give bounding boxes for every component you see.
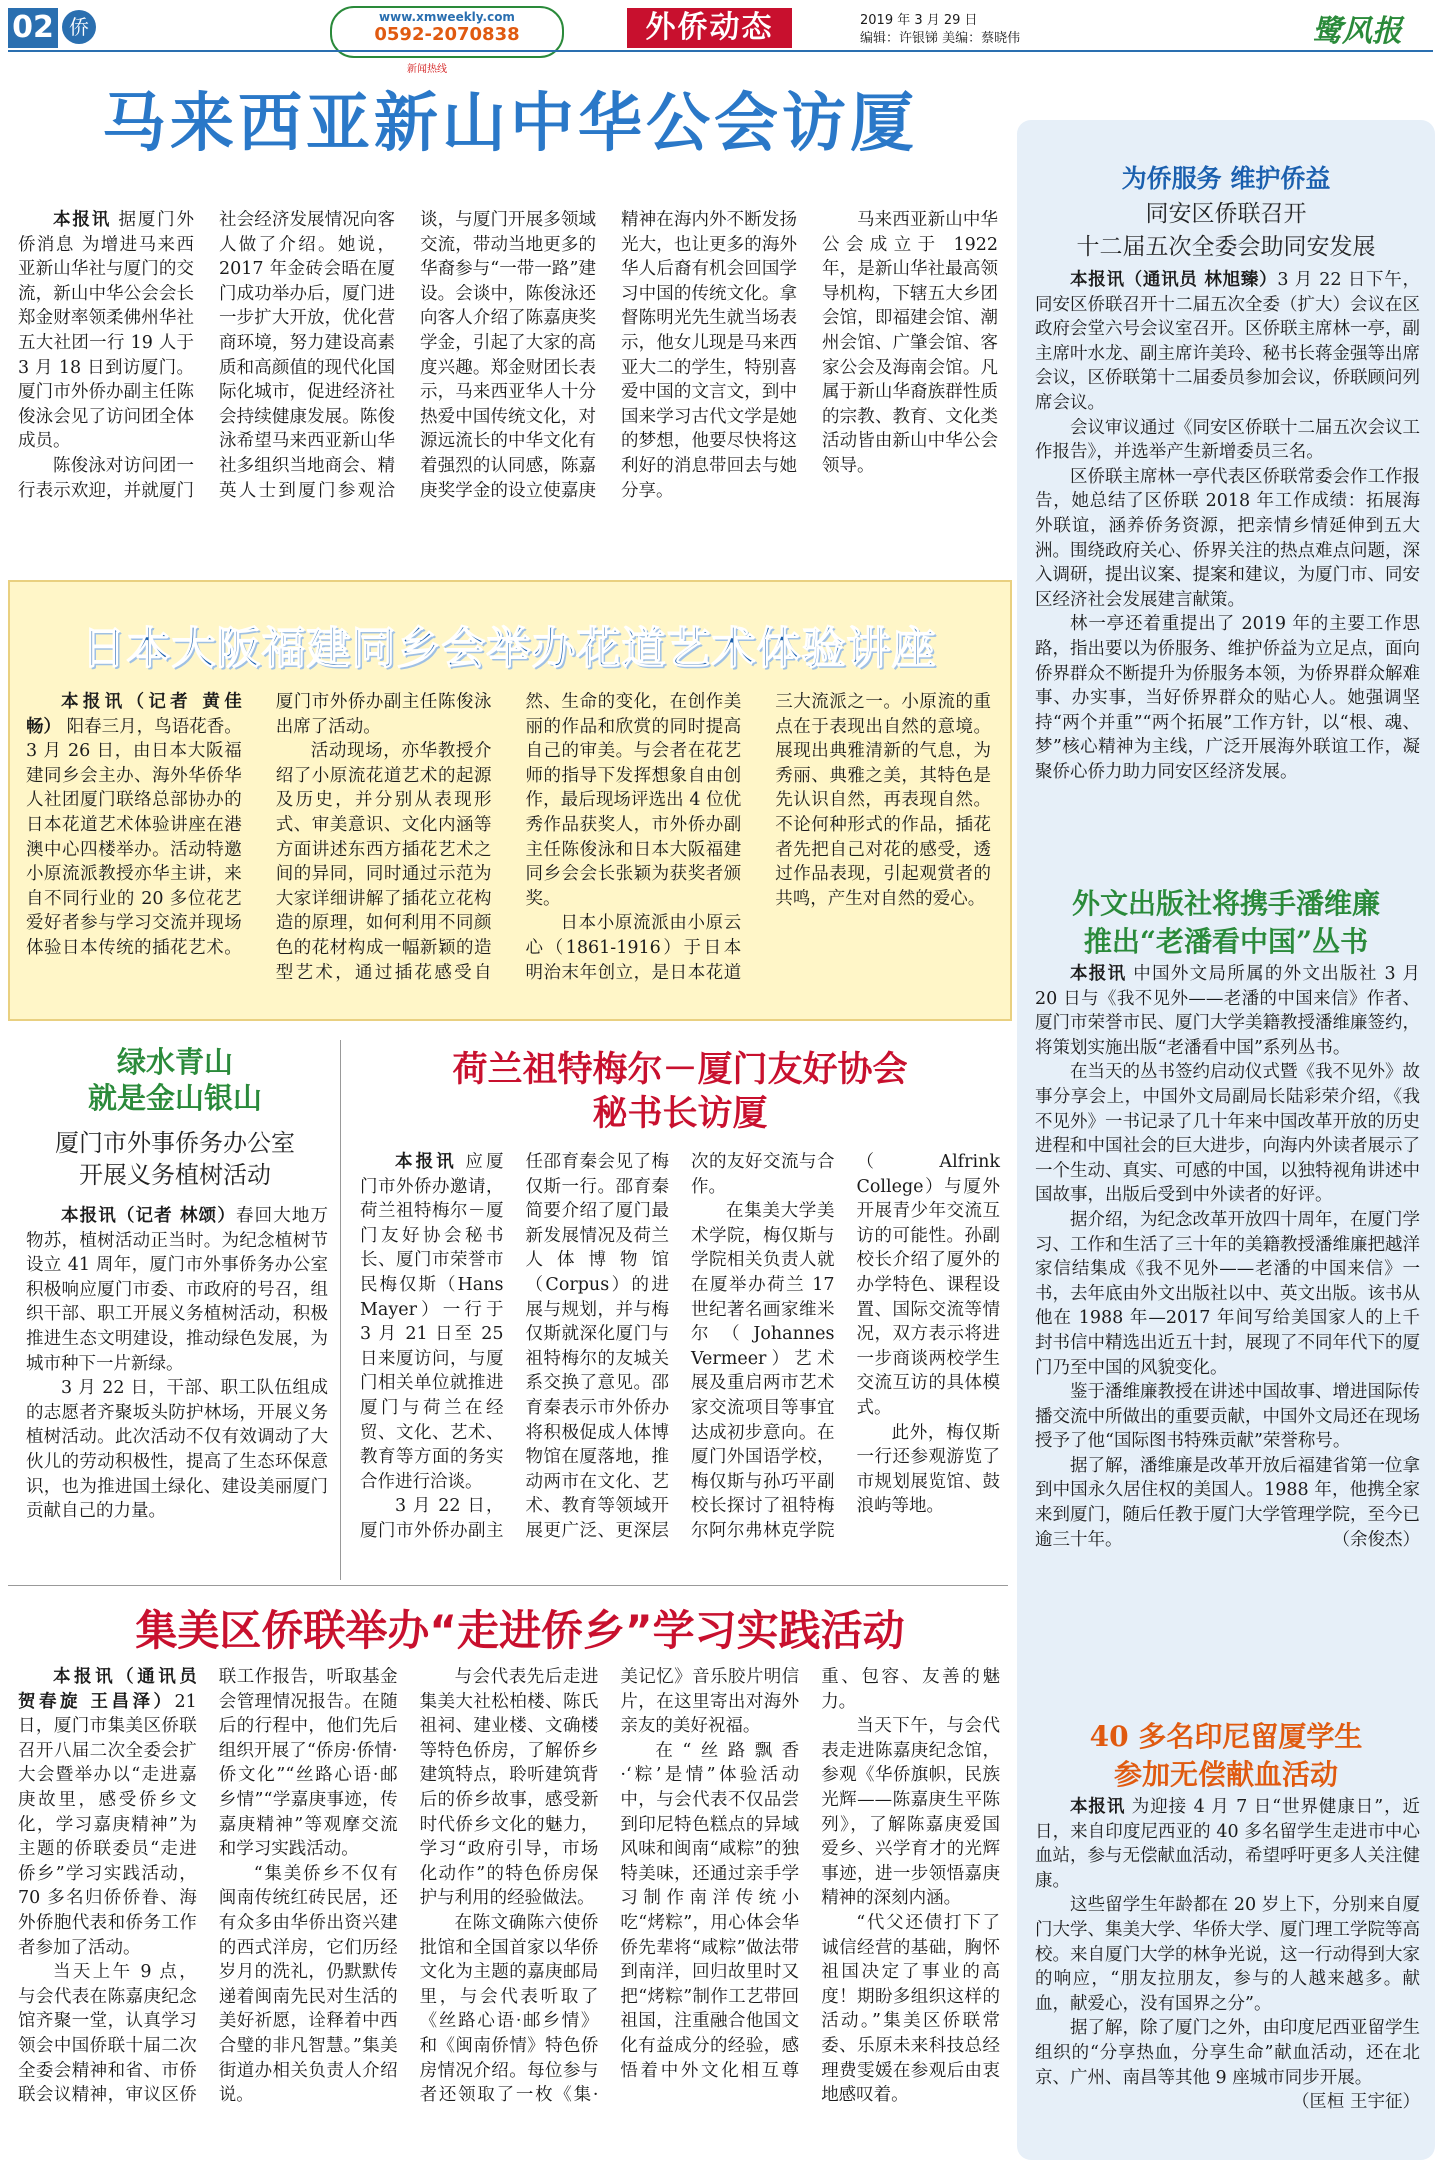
header-divider: [8, 50, 1433, 52]
paragraph: 这些留学生年龄都在 20 岁上下，分别来自厦门大学、集美大学、华侨大学、厦门理工学院等高校。来自厦门大学的林争光说，这一行动得到大家的响应，“朋友拉朋友，参与的人越来越多。献血，献爱心，没有国界之分”。: [1035, 1895, 1420, 2014]
article7-lead: 本报讯: [1070, 964, 1127, 984]
article8-body: [1035, 1795, 1420, 2115]
subtitle-line: 厦门市外事侨务办公室: [55, 1129, 295, 1157]
article3-title: [30, 1044, 320, 1116]
issue-info: [860, 12, 1020, 48]
website-url[interactable]: www.xmweekly.com: [379, 10, 515, 24]
paragraph: 3 月 22 日，厦门市外侨办副主任邵育秦会见了梅仅斯一行。邵育秦简要介绍了厦门最新发展情况及荷兰人体博物馆（Corpus）的进展与规划，并与梅仅斯就深化厦门与祖特梅尔的友城关系交换了意见。邵育秦表示市外侨办将积极促成人体博物馆在厦落地，推动两市在文化、艺术、教育等领域开展更广泛、更深层次的友好交流与合作。: [360, 1152, 835, 1541]
article1-lead: 本报讯: [53, 210, 112, 230]
section-title: 外侨动态: [627, 8, 792, 48]
paragraph: 春回大地万物苏，植树活动正当时。为纪念植树节设立 41 周年，厦门市外事侨务办公室积极响应厦门市委、市政府的号召，组织干部、职工开展义务植树活动，积极推进生态文明建设，推动绿色发展，为城市种下一片新绿。: [26, 1206, 329, 1374]
article4-title: [360, 1048, 1000, 1136]
article1-body: [18, 208, 998, 578]
title-line: 绿水青山: [116, 1045, 233, 1079]
article8-lead: 本报讯: [1070, 1797, 1126, 1817]
paragraph: 3 月 22 日下午，同安区侨联召开十二届五次全委（扩大）会议在区政府会堂六号会议室召开。区侨联主席林一亭，副主席叶水龙、副主席许美玲、秘书长蒋金强等出席会议，区侨联第十二届委员参加会议，侨联顾问列席会议。: [1035, 270, 1421, 413]
paragraph: 会议审议通过《同安区侨联十二届五次会议工作报告》，并选举产生新增委员三名。: [1035, 417, 1420, 463]
paragraph: 当天下午，与会代表走进陈嘉庚纪念馆，参观《华侨旗帜，民族光辉——陈嘉庚生平陈列》，了解陈嘉庚爱国爱乡、兴学育才的光辉事迹，进一步领悟嘉庚精神的深刻内涵。: [821, 1716, 1000, 1909]
article3-subtitle: [30, 1127, 320, 1191]
title-line: 荷兰祖特梅尔－厦门友好协会: [452, 1049, 908, 1090]
paragraph: 据介绍，为纪念改革开放四十周年，在厦门学习、工作和生活了三十年的美籍教授潘维廉把越洋家信结集成《我不见外——老潘的中国来信》一书，去年底由外文出版社以中、英文出版。该书从他在 1988 年—2017 年间写给美国家人的上千封书信中精选出近五十封，展现了不同年代下的厦门乃至中国的风貌变化。: [1035, 1209, 1420, 1378]
paragraph: 3 月 22 日，干部、职工队伍组成的志愿者齐聚坂头防护林场，开展义务植树活动。此次活动不仅有效调动了大伙儿的劳动积极性，提高了生态环保意识，也为推进国土绿化、建设美丽厦门贡献自己的力量。: [26, 1378, 328, 1522]
page-number: 02: [8, 8, 58, 48]
paragraph: 区侨联主席林一亭代表区侨联常委会作工作报告，她总结了区侨联 2018 年工作成绩：拓展海外联谊，涵养侨务资源，把亲情乡情延伸到五大洲。围绕政府关心、侨界关注的热点难点问题，深入调研，提出议案、提案和建议，为厦门市、同安区经济社会发展建言献策。: [1035, 466, 1420, 610]
subtitle-line: 同安区侨联召开: [1145, 201, 1307, 227]
paragraph: 活动现场，亦华教授介绍了小原流花道艺术的起源及历史，并分别从表现形式、审美意识、文化内涵等方面讲述东西方插花艺术之间的异同，同时通过示范为大家详细讲解了插花立花构造的原理，如何利用不同颜色的花材构成一幅新颖的造型艺术，通过插花感受自然、生命的变化，在创作美丽的作品和欣赏的同时提高自己的审美。与会者在花艺师的指导下发挥想象自由创作，最后现场评选出 4 位优秀作品获奖人，市外侨办副主任陈俊泳和日本大阪福建同乡会会长张颖为获奖者颁奖。: [275, 692, 742, 983]
paragraph: 中国外文局所属的外文出版社 3 月 20 日与《我不见外——老潘的中国来信》作者、厦门市荣誉市民、厦门大学美籍教授潘维廉签约，将策划实施出版“老潘看中国”系列丛书。: [1035, 964, 1421, 1058]
article2-lead: 本报讯（记者 黄佳畅）: [26, 692, 242, 737]
article8-title: [1020, 1718, 1432, 1794]
hotline-label: 新闻热线: [407, 64, 447, 75]
paragraph: 在陈文确陈六使侨批馆和全国首家以华侨文化为主题的嘉庚邮局里，与会代表听取了《丝路心语·邮乡情》和《闽南侨情》特色侨房情况介绍。每位参与者还领取了一枚《集·美记忆》音乐胶片明信片，在这里寄出对海外亲友的美好祝福。: [419, 1667, 800, 2106]
article7-body: [1035, 962, 1420, 1552]
article2-body: [26, 690, 991, 1010]
article6-title: 为侨服务 维护侨益: [1121, 164, 1331, 193]
subtitle-line: 十二届五次全委会助同安发展: [1076, 234, 1376, 260]
article4-body: [360, 1150, 1000, 1580]
paragraph: “代父还债打下了诚信经营的基础，胸怀祖国决定了事业的高度！期盼多组织这样的活动。”集美区侨联常委、乐原未来科技总经理费雯媛在参观后由衷地感叹着。: [821, 1912, 1000, 2106]
article4-lead: 本报讯: [395, 1152, 457, 1172]
article6-subtitle: [1020, 198, 1432, 264]
article7-title: [1020, 885, 1432, 961]
hotline-phone: 0592-2070838: [374, 24, 520, 45]
subtitle-line: 开展义务植树活动: [79, 1161, 271, 1189]
paragraph: 阳春三月，鸟语花香。3 月 26 日，由日本大阪福建同乡会主办、海外华侨华人社团厦门联络总部协办的日本花道艺术体验讲座在港澳中心四楼举办。活动特邀小原流派教授亦华主讲，来自不同行业的 20 多位花艺爱好者参与学习交流并现场体验日本传统的插花艺术。厦门市外侨办副主任陈俊泳出席了活动。: [26, 692, 492, 958]
page-badge-icon: 侨: [62, 10, 96, 44]
paragraph: 在集美大学美术学院，梅仅斯与学院相关负责人就在厦举办荷兰 17 世纪著名画家维米尔（Johannes Vermeer）艺术展及重启两市艺术家交流项目等事宜达成初步意向。在厦门外国语学校，梅仅斯与孙巧平副校长探讨了祖特梅尔阿尔弗林克学院（Alfrink College）与厦外开展青少年交流互访的可能性。孙副校长介绍了厦外的办学特色、课程设置、国际交流等情况，双方表示将进一步商谈两校学生交流互访的具体模式。: [691, 1152, 1000, 1541]
paragraph: 为迎接 4 月 7 日“世界健康日”，近日，来自印度尼西亚的 40 多名留学生走进市中心血站，参与无偿献血活动，希望呼吁更多人关注健康。: [1035, 1797, 1420, 1891]
title-line: 秘书长访厦: [592, 1093, 768, 1134]
masthead-logo: 鹭风报: [1312, 14, 1402, 49]
paragraph: 在“丝路飘香·‘粽’是情”体验活动中，与会代表不仅品尝到印尼特色糕点的异域风味和闽南“咸粽”的独特美味，还通过亲手学习制作南洋传统小吃“烤粽”，用心体会华侨先辈将“咸粽”做法带到南洋，回归故里时又把“烤粽”制作工艺带回祖国，注重融合他国文化有益成分的经验，感悟着中外文化相互尊重、包容、友善的魅力。: [620, 1667, 1000, 2081]
article3-lead: 本报讯（记者 林颂）: [61, 1206, 236, 1226]
article2-title: 日本大阪福建同乡会举办花道艺术体验讲座: [81, 623, 937, 674]
paragraph: 据了解，除了厦门之外，由印度尼西亚留学生组织的“分享热血，分享生命”献血活动，还在北京、广州、南昌等其他 9 座城市同步开展。: [1035, 2018, 1420, 2088]
article7-signature: （余俊杰）: [1332, 1529, 1420, 1550]
article8-signature: （匡桓 王宇征）: [1291, 2092, 1420, 2113]
title-line: 推出“老潘看中国”丛书: [1083, 925, 1369, 958]
article6-body: [1035, 268, 1420, 784]
article3-body: [26, 1204, 328, 1524]
title-line: 40 多名印尼留厦学生: [1089, 1720, 1363, 1753]
paragraph: 应厦门市外侨办邀请，荷兰祖特梅尔－厦门友好协会秘书长、厦门市荣誉市民梅仅斯（Hans Mayer）一行于 3 月 21 日至 25 日来厦访问，与厦门相关单位就推进厦门与荷兰在经贸、文化、艺术、教育等方面的务实合作进行洽谈。: [360, 1152, 504, 1492]
paragraph: 马来西亚新山中华公会成立于 1922 年，是新山华社最高领导机构，下辖五大乡团会馆，即福建会馆、潮州会馆、广肇会馆、客家公会及海南会馆。凡属于新山华裔族群性质的宗教、教育、文化类活动皆由新山中华公会领导。: [822, 210, 998, 476]
paragraph: 日本小原流派由小原云心（1861-1916）于日本明治末年创立，是日本花道三大流派之一。小原流的重点在于表现出自然的意境。展现出典雅清新的气息，为秀丽、典雅之美，其特色是先认识自然，再表现自然。不论何种形式的作品，插花者先把自己对花的感受，透过作品表现，引起观赏者的共鸣，产生对自然的爱心。: [525, 692, 991, 983]
editors: 编辑：许银锑 美编：蔡晓伟: [860, 31, 1021, 46]
column-divider: [340, 1040, 341, 1580]
title-line: 参加无偿献血活动: [1113, 1758, 1338, 1791]
issue-date: 2019 年 3 月 29 日: [860, 13, 978, 28]
paragraph: “集美侨乡不仅有闽南传统红砖民居，还有众多由华侨出资兴建的西式洋房，它们历经岁月的洗礼，仍默默传递着闽南先民对生活的美好祈愿，诠释着中西合璧的非凡智慧。”集美街道办相关负责人介绍说。: [218, 1863, 398, 2106]
article1-title: 马来西亚新山中华公会访厦: [102, 87, 918, 161]
paragraph: 陈俊泳对访问团一行表示欢迎，并就厦门社会经济发展情况向客人做了介绍。她说，2017 年金砖会晤在厦门成功举办后，厦门进一步扩大开放，优化营商环境，努力建设高素质和高颜值的现代化国际化城市，促进经济社会持续健康发展。陈俊泳希望马来西亚新山华社多组织当地商会、精英人士到厦门参观洽谈，与厦门开展多领域交流，带动当地更多的华裔参与“一带一路”建设。会谈中，陈俊泳还向客人介绍了陈嘉庚奖学金，引起了大家的高度兴趣。郑金财团长表示，马来西亚华人十分热爱中国传统文化，对源远流长的中华文化有着强烈的认同感，陈嘉庚奖学金的设立使嘉庚精神在海内外不断发扬光大，也让更多的海外华人后裔有机会回国学习中国的传统文化。拿督陈明光先生就当场表示，他女儿现是马来西亚大二的学生，特别喜爱中国的文言文，到中国来学习古代文学是她的梦想，他要尽快将这利好的消息带回去与她分享。: [18, 210, 797, 501]
article5-title: 集美区侨联举办“走进侨乡”学习实践活动: [135, 1606, 905, 1655]
title-line: 就是金山银山: [87, 1081, 262, 1115]
article5-body: [18, 1665, 1000, 2155]
paragraph: 林一亭还着重提出了 2019 年的主要工作思路，指出要以为侨服务、维护侨益为立足点，面向侨界群众不断提升为侨服务本领，为侨界群众解难事、办实事，当好侨界群众的贴心人。她强调坚持“两个并重”“两个拓展”工作方针，以“根、魂、梦”核心精神为主线，广泛开展海外联谊工作，凝聚侨心侨力助力同安区经济发展。: [1035, 614, 1420, 782]
article6-lead: 本报讯（通讯员 林旭臻）: [1070, 270, 1278, 290]
paragraph: 21 日，厦门市集美区侨联召开八届二次全委会扩大会暨举办以“走进嘉庚故里，感受侨乡文化，学习嘉庚精神”为主题的侨联委员“走进侨乡”学习实践活动，70 多名归侨侨眷、海外侨胞代表和侨务工作者参加了活动。: [18, 1691, 197, 1958]
paragraph: 与会代表先后走进集美大社松柏楼、陈氏祖祠、建业楼、文确楼等特色侨房，了解侨乡建筑特点，聆听建筑背后的侨乡故事，感受新时代侨乡文化的魅力，学习“政府引导，市场化动作”的特色侨房保护与利用的经验做法。: [419, 1667, 599, 1909]
article5-lead: 本报讯（通讯员 贺春旋 王昌泽）: [18, 1667, 197, 1712]
paragraph: 鉴于潘维廉教授在讲述中国故事、增进国际传播交流中所做出的重要贡献，中国外文局还在现场授予了他“国际图书特殊贡献”荣誉称号。: [1035, 1382, 1420, 1452]
paragraph: 据厦门外侨消息 为增进马来西亚新山华社与厦门的交流，新山中华公会会长郑金财率领柔佛州华社五大社团一行 19 人于 3 月 18 日到访厦门。厦门市外侨办副主任陈俊泳会见了访问团全体成员。: [18, 210, 195, 452]
paragraph: 此外，梅仅斯一行还参观游览了市规划展览馆、鼓浪屿等地。: [856, 1422, 1000, 1517]
paragraph: 据了解，潘维廉是改革开放后福建省第一位拿到中国永久居住权的美国人。1988 年，他携全家来到厦门，随后任教于厦门大学管理学院，至今已逾三十年。: [1035, 1455, 1420, 1550]
paragraph: 在当天的丛书签约启动仪式暨《我不见外》故事分享会上，中国外文局副局长陆彩荣介绍，《我不见外》一书记录了几十年来中国改革开放的历史进程和中国社会的巨大进步，向海内外读者展示了一个生动、真实、可感的中国，以独特视角讲述中国故事，出版后受到中外读者的好评。: [1035, 1062, 1420, 1206]
title-line: 外文出版社将携手潘维廉: [1071, 887, 1380, 920]
section-divider: [8, 1585, 1008, 1586]
paragraph: 当天上午 9 点，与会代表在陈嘉庚纪念馆齐聚一堂，认真学习领会中国侨联十届二次全委会精神和省、市侨联会议精神，审议区侨联工作报告，听取基金会管理情况报告。在随后的行程中，他们先后组织开展了“侨房·侨情·侨文化”“丝路心语·邮乡情”“学嘉庚事迹，传嘉庚精神”等观摩交流和学习实践活动。: [18, 1667, 398, 2106]
